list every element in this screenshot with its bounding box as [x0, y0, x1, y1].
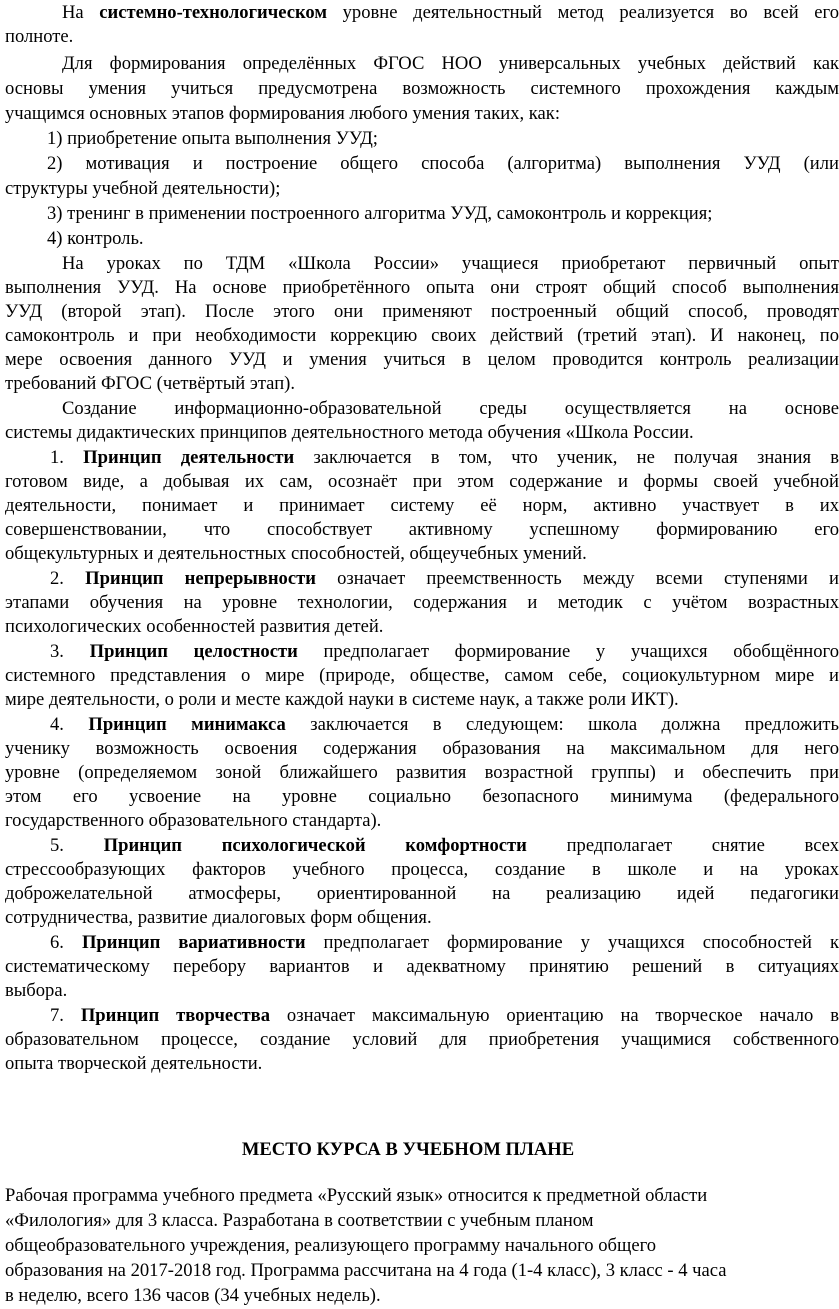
- text-line: совершенствовании, что способствует активному успешному формированию его: [5, 519, 839, 540]
- text-line: этом его усвоение на уровне социально безопасного минимума (федерального: [5, 786, 839, 807]
- text-line: учащимся основных этапов формирования любого умения таких, как:: [5, 103, 560, 124]
- text-line: в неделю, всего 136 часов (34 учебных недель).: [5, 1285, 381, 1306]
- text-line: общекультурных и деятельностных способностей, общеучебных умений.: [5, 543, 587, 564]
- list-item: 4) контроль.: [47, 228, 144, 249]
- text-line: выполнения УУД. На основе приобретённого опыта они строят общий способ выполнения: [5, 277, 839, 298]
- text-line: систематическому перебору вариантов и адекватному принятию решений в ситуациях: [5, 956, 839, 977]
- text-line: мере освоения данного УУД и умения учиться в целом проводится контроль реализации: [5, 349, 839, 370]
- principle-item: 2. Принцип непрерывности означает преемственность между всеми ступенями и: [50, 568, 839, 589]
- list-item: 1) приобретение опыта выполнения УУД;: [47, 128, 378, 149]
- principle-item: 4. Принцип минимакса заключается в следующем: школа должна предложить: [50, 714, 839, 735]
- text-line: Создание информационно-образовательной среды осуществляется на основе: [62, 398, 839, 419]
- text-line: системы дидактических принципов деятельностного метода обучения «Школа России.: [5, 422, 694, 443]
- principle-title: Принцип творчества: [80, 1005, 271, 1026]
- text-line: готовом виде, а добывая их сам, осознаёт при этом содержание и формы своей учебной: [5, 471, 839, 492]
- principle-title: Принцип целостности: [89, 641, 298, 662]
- list-item: 3) тренинг в применении построенного алгоритма УУД, самоконтроль и коррекция;: [47, 203, 713, 224]
- text-line: Для формирования определённых ФГОС НОО универсальных учебных действий как: [62, 53, 839, 74]
- text-line: доброжелательной атмосферы, ориентированной на реализацию идей педагогики: [5, 883, 839, 904]
- text-line: стрессообразующих факторов учебного процесса, создание в школе и на уроках: [5, 859, 839, 880]
- text-line: «Филология» для 3 класса. Разработана в соответствии с учебным планом: [5, 1210, 594, 1231]
- section-heading: МЕСТО КУРСА В УЧЕБНОМ ПЛАНЕ: [241, 1139, 575, 1160]
- text-line: этапами обучения на уровне технологии, содержания и методик с учётом возрастных: [5, 592, 839, 613]
- text-line: полноте.: [5, 26, 74, 47]
- text-line: структуры учебной деятельности);: [5, 178, 281, 199]
- principle-title: Принцип минимакса: [88, 714, 286, 735]
- text-line: УУД (второй этап). После этого они применяют построенный общий способ, проводят: [5, 301, 839, 322]
- text-line: самоконтроль и при необходимости коррекцию своих действий (третий этап). И наконец, по: [5, 325, 839, 346]
- principle-item: 3. Принцип целостности предполагает формирование у учащихся обобщённого: [50, 641, 839, 662]
- principle-title: Принцип непрерывности: [85, 568, 316, 589]
- principle-item: 7. Принцип творчества означает максимальную ориентацию на творческое начало в: [50, 1005, 839, 1026]
- principle-item: 1. Принцип деятельности заключается в том, что ученик, не получая знания в: [50, 447, 839, 468]
- text-line: деятельности, понимает и принимает систему её норм, активно участвует в их: [5, 495, 839, 516]
- text-line: выбора.: [5, 980, 68, 1001]
- principle-item: 5. Принцип психологической комфортности предполагает снятие всех: [50, 835, 839, 856]
- text-line: На уроках по ТДМ «Школа России» учащиеся приобретают первичный опыт: [62, 253, 839, 274]
- text-line: мире деятельности, о роли и месте каждой науки в системе наук, а также роли ИКТ).: [5, 689, 679, 710]
- text-line: образовательном процессе, создание условий для приобретения учащимися собственного: [5, 1029, 839, 1050]
- text-line: государственного образовательного стандарта).: [5, 810, 382, 831]
- text-line: основы умения учиться предусмотрена возможность системного прохождения каждым: [5, 78, 839, 99]
- text-line: уровне (определяемом зоной ближайшего развития возрастной группы) и обеспечить при: [5, 762, 839, 783]
- text-line: Рабочая программа учебного предмета «Русский язык» относится к предметной области: [5, 1185, 708, 1206]
- text-line: образования на 2017-2018 год. Программа рассчитана на 4 года (1-4 класс), 3 класс - 4 часа: [5, 1260, 727, 1281]
- principle-title: Принцип психологической комфортности: [103, 835, 527, 856]
- text-line: опыта творческой деятельности.: [5, 1053, 263, 1074]
- text-line: системного представления о мире (природе, обществе, самом себе, социокультурном мире и: [5, 665, 839, 686]
- principle-item: 6. Принцип вариативности предполагает формирование у учащихся способностей к: [50, 932, 839, 953]
- principle-title: Принцип вариативности: [81, 932, 306, 953]
- text-line: общеобразовательного учреждения, реализующего программу начального общего: [5, 1235, 657, 1256]
- text-line: На системно-технологическом уровне деятельностный метод реализуется во всей его: [62, 2, 839, 23]
- text-line: психологических особенностей развития детей.: [5, 616, 384, 637]
- principle-title: Принцип деятельности: [83, 447, 295, 468]
- text-line: сотрудничества, развитие диалоговых форм общения.: [5, 907, 432, 928]
- text-line: ученику возможность освоения содержания образования на максимальном для него: [5, 738, 839, 759]
- text-line: требований ФГОС (четвёртый этап).: [5, 373, 295, 394]
- list-item: 2) мотивация и построение общего способа (алгоритма) выполнения УУД (или: [47, 153, 839, 174]
